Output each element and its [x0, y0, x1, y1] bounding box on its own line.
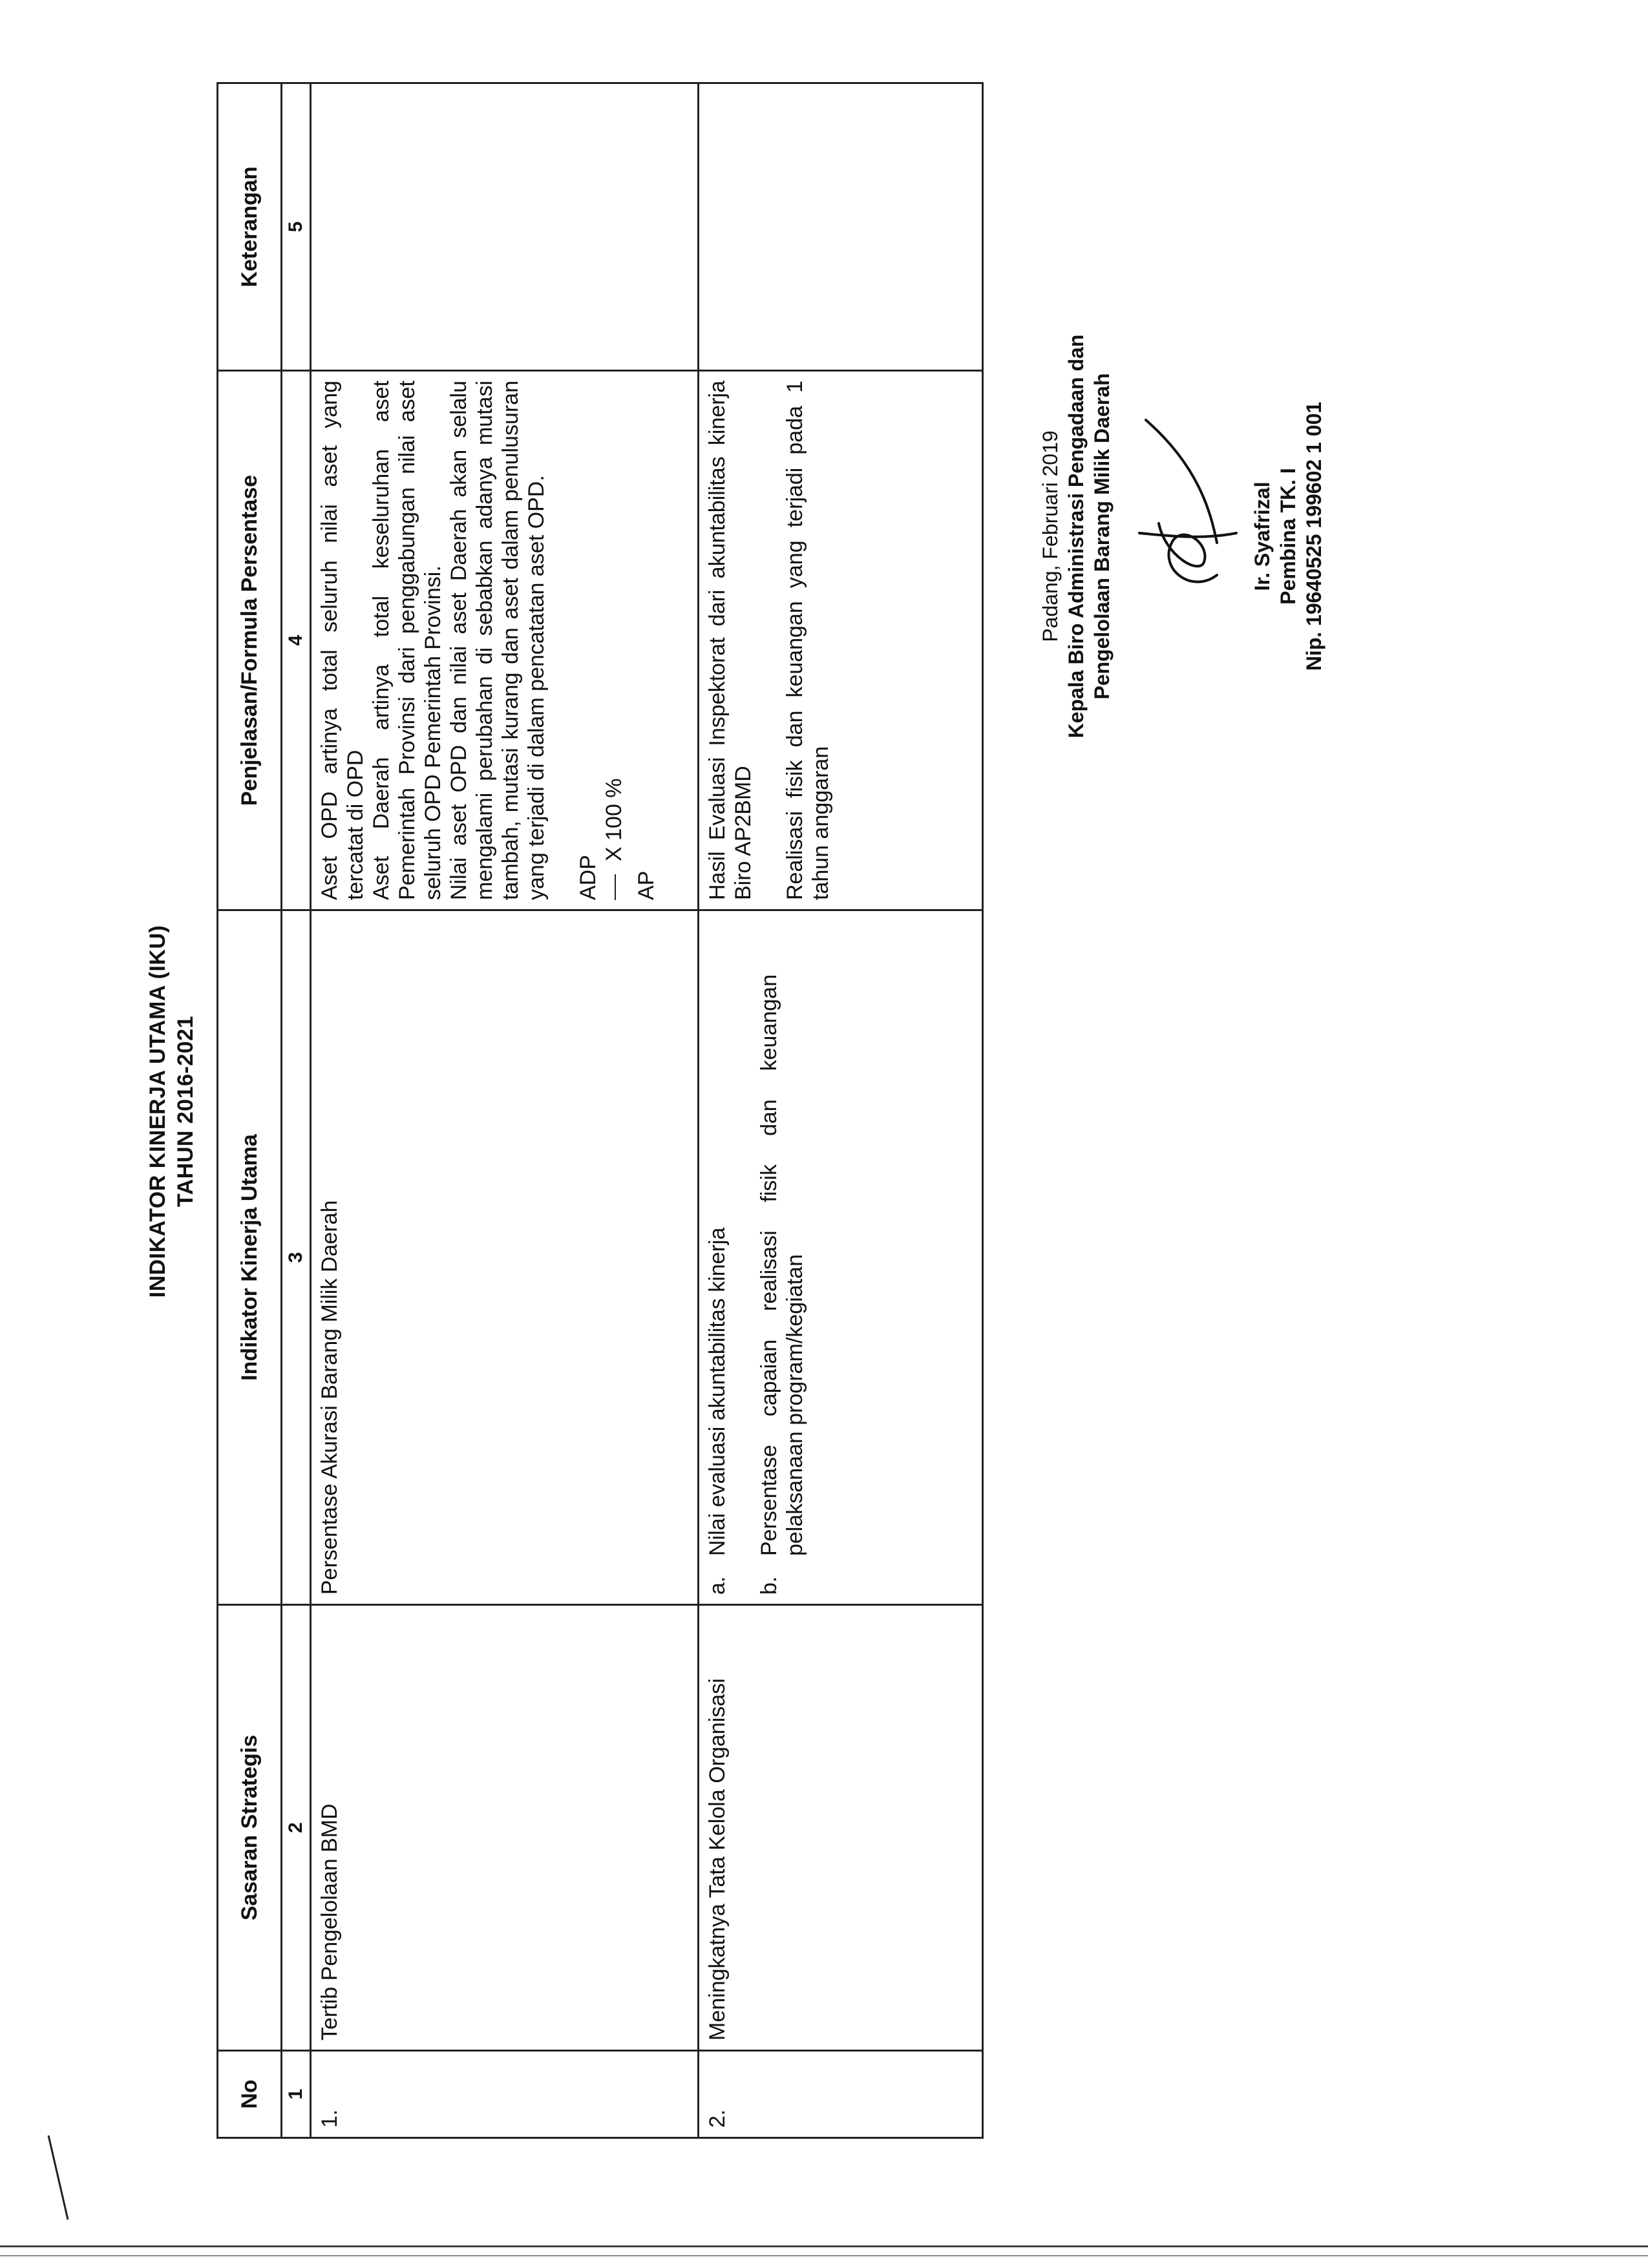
row-indikator: Persentase Akurasi Barang Milik Daerah [311, 910, 699, 1605]
scan-edge-line [0, 2245, 1648, 2247]
row-keterangan [699, 83, 983, 371]
column-number: 2 [282, 1605, 311, 2051]
rotated-content [145, 84, 1503, 2139]
header-sasaran: Sasaran Strategis [218, 1605, 282, 2051]
sign-role-line2: Pengelolaan Barang Milik Daerah [1090, 373, 1114, 700]
item-text: Nilai evaluasi akuntabilitas kinerja [705, 1227, 730, 1556]
header-no: No [218, 2051, 282, 2138]
formula-fraction-line-row [602, 778, 626, 900]
document-subtitle: TAHUN 2016-2021 [173, 1016, 198, 1208]
document-title: INDIKATOR KINERJA UTAMA (IKU) [145, 925, 170, 1298]
penjelasan-paragraph: Aset Daerah artinya total keseluruhan aset Pemerintah Provinsi dari penggabungan nilai aset seluruh OPD Pemerintah Provinsi. [369, 381, 445, 900]
indikator-item-a [704, 920, 730, 1595]
scan-edge-line [0, 2255, 1648, 2256]
iku-table [217, 82, 984, 2139]
column-number: 5 [282, 83, 311, 371]
penjelasan-paragraph: Nilai aset OPD dan nilai aset Daerah akan selalu mengalami perubahan di sebabkan adanya mutasi tambah, mutasi kurang dan aset dalam penulusuran yang terjadi di dalam pencatatan aset OPD. [447, 381, 549, 900]
scan-mark [45, 2132, 71, 2223]
handwritten-signature [1120, 401, 1249, 672]
header-keterangan: Keterangan [218, 83, 282, 371]
column-number: 3 [282, 910, 311, 1605]
sign-name: Ir. Syafrizal [1251, 481, 1274, 591]
formula-denominator: AP [634, 870, 659, 900]
sign-rank: Pembina TK. I [1276, 468, 1300, 605]
item-text: Persentase capaian realisasi fisik dan keuangan pelaksanaan program/kegiatan [757, 974, 807, 1556]
penjelasan-paragraph: Realisasi fisik dan keuangan yang terjadi pada 1 tahun anggaran [783, 381, 833, 900]
item-letter: a. [705, 1576, 730, 1595]
row-no: 1. [311, 2051, 699, 2138]
row-penjelasan [699, 371, 983, 910]
table-header-row [218, 83, 282, 2138]
sign-role-line1: Kepala Biro Administrasi Pengadaan dan [1064, 334, 1088, 739]
signature-block [1037, 181, 1327, 892]
header-penjelasan: Penjelasan/Formula Persentase [218, 371, 282, 910]
title-block [145, 84, 198, 2139]
column-number: 4 [282, 371, 311, 910]
sign-city-date: Padang, Februari 2019 [1039, 430, 1062, 642]
item-letter: b. [757, 1576, 781, 1595]
formula-numerator: ADP [576, 855, 600, 900]
table-row [311, 83, 699, 2138]
column-number: 1 [282, 2051, 311, 2138]
row-sasaran: Meningkatnya Tata Kelola Organisasi [699, 1605, 983, 2051]
formula-multiplier: X 100 % [602, 778, 626, 861]
table-row [699, 83, 983, 2138]
formula-fraction-line [615, 874, 616, 900]
formula [575, 381, 659, 900]
row-keterangan [311, 83, 699, 371]
header-indikator: Indikator Kinerja Utama [218, 910, 282, 1605]
row-indikator [699, 910, 983, 1605]
indikator-item-b [756, 920, 808, 1595]
penjelasan-paragraph: Hasil Evaluasi Inspektorat dari akuntabilitas kinerja Biro AP2BMD [705, 381, 755, 900]
sign-nip: Nip. 19640525 199602 1 001 [1302, 401, 1326, 671]
row-penjelasan [311, 371, 699, 910]
penjelasan-paragraph: Aset OPD artinya total seluruh nilai aset yang tercatat di OPD [317, 381, 368, 900]
row-sasaran: Tertib Pengelolaan BMD [311, 1605, 699, 2051]
column-number-row [282, 83, 311, 2138]
row-no: 2. [699, 2051, 983, 2138]
